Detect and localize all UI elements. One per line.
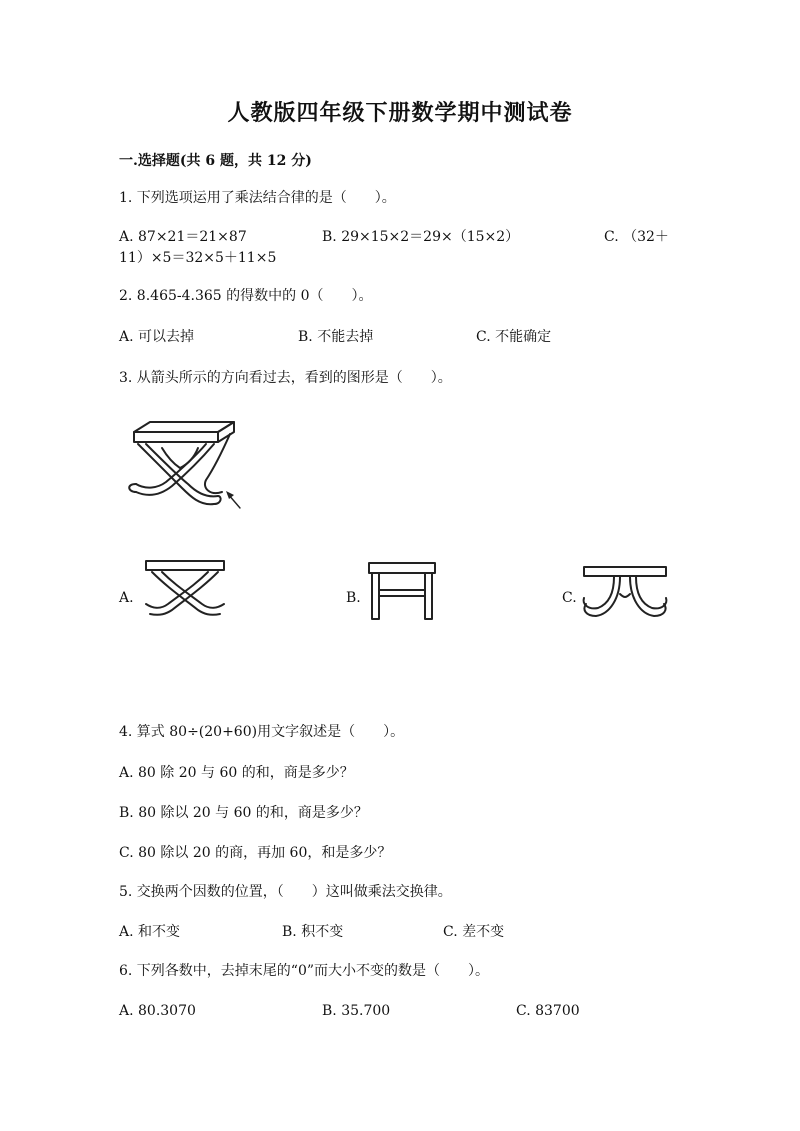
option-c-figure <box>580 564 670 624</box>
option-b-figure <box>366 560 438 624</box>
question-4-option-a: A. 80 除 20 与 60 的和，商是多少？ <box>119 765 354 781</box>
question-5-option-c: C. 差不变 <box>443 924 505 940</box>
stool-seat-front <box>134 432 218 442</box>
question-6-option-a: A. 80.3070 <box>119 1003 196 1019</box>
question-6-stem: 6. 下列各数中，去掉末尾的“0”而大小不变的数是（ ）。 <box>119 963 490 979</box>
option-b-leg-right <box>425 573 432 619</box>
question-1-option-c: C. （32＋ <box>604 229 669 245</box>
option-c-leg-left <box>584 577 614 608</box>
question-1-stem: 1. 下列选项运用了乘法结合律的是（ ）。 <box>119 190 396 206</box>
option-c-leg-right <box>636 577 666 608</box>
question-5-option-a: A. 和不变 <box>119 924 181 940</box>
question-2-option-c: C. 不能确定 <box>476 329 552 345</box>
question-5-stem: 5. 交换两个因数的位置，（ ）这叫做乘法交换律。 <box>119 884 452 900</box>
question-3-stem: 3. 从箭头所示的方向看过去，看到的图形是（ ）。 <box>119 370 452 386</box>
question-1-option-b: B. 29×15×2＝29×（15×2） <box>322 229 520 245</box>
question-3-option-c: C. <box>562 590 577 606</box>
option-b-seat <box>369 563 435 573</box>
question-3-option-b: B. <box>346 590 361 606</box>
question-4-option-b: B. 80 除以 20 与 60 的和，商是多少？ <box>119 805 368 821</box>
option-c-center-curve <box>620 594 630 597</box>
section-heading: 一.选择题(共 6 题，共 12 分) <box>119 153 312 169</box>
stool-leg-2-inner <box>136 444 206 488</box>
question-6-option-b: B. 35.700 <box>322 1003 391 1019</box>
view-arrow-head <box>226 491 234 499</box>
question-4-stem: 4. 算式 80÷(20+60)用文字叙述是（ ）。 <box>119 724 405 740</box>
option-b-leg-left <box>372 573 379 619</box>
stool-seat-side <box>218 422 234 442</box>
option-a-seat <box>146 561 224 570</box>
stool-foot-left <box>129 484 136 492</box>
option-b-crossbar <box>379 590 425 596</box>
option-a-figure <box>140 558 230 624</box>
question-1-option-a: A. 87×21＝21×87 <box>119 229 247 245</box>
question-2-option-a: A. 可以去掉 <box>119 329 195 345</box>
question-5-option-b: B. 积不变 <box>282 924 344 940</box>
stool-figure-with-arrow <box>122 418 252 518</box>
question-2-stem: 2. 8.465-4.365 的得数中的 0（ ）。 <box>119 288 373 304</box>
option-c-seat <box>584 567 666 576</box>
page-title: 人教版四年级下册数学期中测试卷 <box>227 100 573 126</box>
question-4-option-c: C. 80 除以 20 的商，再加 60，和是多少？ <box>119 845 392 861</box>
question-2-option-b: B. 不能去掉 <box>298 329 374 345</box>
question-3-option-a: A. <box>119 590 134 606</box>
question-6-option-c: C. 83700 <box>516 1003 580 1019</box>
question-1-option-c-continued: 11）×5＝32×5＋11×5 <box>119 250 277 266</box>
